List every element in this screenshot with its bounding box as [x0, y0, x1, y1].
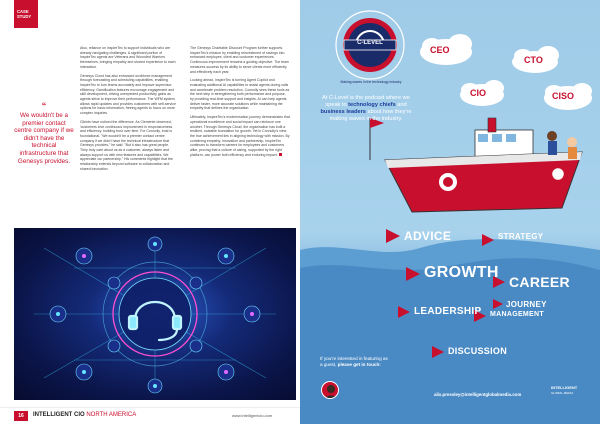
page-footer: [0, 407, 300, 424]
paragraph: Clients have noticed the difference. As Clemente observed, 'customers love continuous improvement in responsiveness and efficiency, building trust over time. For Connolly, trust is foundational. "We wouldn't be a premier contact centre company if we didn't have the technical infrastructure that Genesys provides," he said. "But it also has great people. They truly care about us as a customer, always listen and always support us with new features and capabilities. We appreciate our partnership." His comments highlight that the relationship extends beyond software to collaboration and shared innovation.: [80, 119, 173, 171]
invite-line: a guest,: [320, 362, 337, 367]
headset-network-graphic: [14, 228, 296, 400]
topic-advice: ADVICE: [404, 229, 452, 243]
tagline-highlight: business leaders: [320, 109, 366, 115]
paragraph: Genesys Cloud has also enhanced workforce management through forecasting and scheduling capabilities, enabling InspireTec to turn teams accurately and improve supervisor efficiency. Gamification features encourage engagement and skill development, driving unexpected productivity gains as agents strive to improve their performance. The WFM system allows rapid updates and provides customers with self-service options for basic information, freeing agents to focus on more complex inquiries.: [80, 73, 176, 116]
tagline-part: and: [395, 102, 407, 108]
publication-website: www.intelligentcio.com: [232, 413, 273, 418]
cloud-label-ciso: CISO: [552, 91, 575, 101]
pull-quote: [14, 102, 74, 165]
brand-name: INTELLIGENT: [551, 385, 578, 390]
podcast-tagline: [314, 95, 418, 123]
cloud-label-cto: CTO: [524, 55, 543, 65]
end-of-article-icon: [279, 153, 282, 156]
paragraph: Looking ahead, InspireTec is turning Agent Copilot and evaluating additional AI capabilities to assist agents during calls and accelerate problem resolution. Connolly sees these tools as the next step in strengthening both performance and purpose, by providing real-time support and insights. AI can help agents deliver faster, more accurate solutions while maintaining the empathy that defines the organisation.: [190, 78, 290, 111]
publication-region: NORTH AMERICA: [86, 412, 137, 418]
tagline-part: about how they're making waves in the industry.: [329, 109, 412, 122]
topic-growth: GROWTH: [424, 264, 499, 281]
c-level-logo-arc-text: Making waves in the technology industry: [340, 80, 402, 84]
invite-cta: please get in touch:: [337, 362, 381, 367]
paragraph: [190, 115, 290, 157]
topic-strategy: STRATEGY: [498, 232, 544, 241]
invite-line: If you're interested in featuring as: [320, 356, 388, 361]
tagline-highlight: technology chiefs: [348, 102, 396, 108]
cloud-label-ceo: CEO: [430, 45, 450, 55]
brand-subtitle: GLOBAL MEDIA: [551, 390, 574, 395]
headset-network-illustration: [14, 228, 296, 400]
article-column-2: [190, 46, 290, 161]
topic-career: CAREER: [509, 274, 570, 290]
c-level-podcast-ad: [300, 0, 600, 424]
c-level-logo-text: C-LEVEL: [357, 40, 383, 46]
contact-email-link[interactable]: alix.pressley@intelligentglobalmedia.com: [434, 392, 522, 397]
paragraph: Also, reliance on InspireTec to support individuals who are already navigating challenges. A significant portion of InspireTec agents are Veterans and Wounded Warriors themselves, bringing empathy and shared experience to each interaction.: [80, 46, 176, 69]
intelligent-global-media-logo: [551, 386, 577, 395]
topic-journey: JOURNEY: [506, 300, 547, 309]
article-column-1: [80, 46, 176, 176]
quote-mark-icon: “: [41, 101, 47, 111]
page-number: 16: [14, 411, 28, 421]
publication-title: INTELLIGENT CIO: [33, 412, 85, 418]
case-study-tag: CASE STUDY: [14, 0, 38, 28]
paragraph-text: Ultimately, InspireTec's modernisation journey demonstrates that operational excellence and social impact can reinforce one another. Through Genesys Cloud, the organisation has built a resilient, scalable foundation for growth. Yet in Connolly's view, the true achievement lies in aligning technology with mission. By combining empathy, innovation and partnership, InspireTec continues to transform careers for employees and customers alike, proving that a culture of caring, supported by the right platform, can power both efficiency and enduring impact.: [190, 115, 290, 157]
paragraph: The Genesys Charitable Discount Program further supports InspireTec's mission by enabling reinvestment of savings into enhanced employee, client and customer experiences. Continuous improvement remains a guiding objective. The team measures success by its ability to serve clients more efficiently and effectively each year.: [190, 46, 289, 74]
cloud-label-cio: CIO: [470, 88, 487, 98]
contact-avatar: [321, 381, 339, 399]
pull-quote-text: We wouldn't be a premier contact centre company if we didn't have the technical infrastructure that Genesys provides.: [14, 112, 74, 165]
topic-leadership: LEADERSHIP: [414, 306, 482, 317]
tagline-part: At C-Level is the podcast where we speak to: [322, 95, 410, 108]
topic-management: MANAGEMENT: [490, 311, 544, 318]
topic-discussion: DISCUSSION: [448, 346, 508, 356]
publication-name: [33, 412, 136, 418]
guest-invite: [320, 356, 388, 368]
